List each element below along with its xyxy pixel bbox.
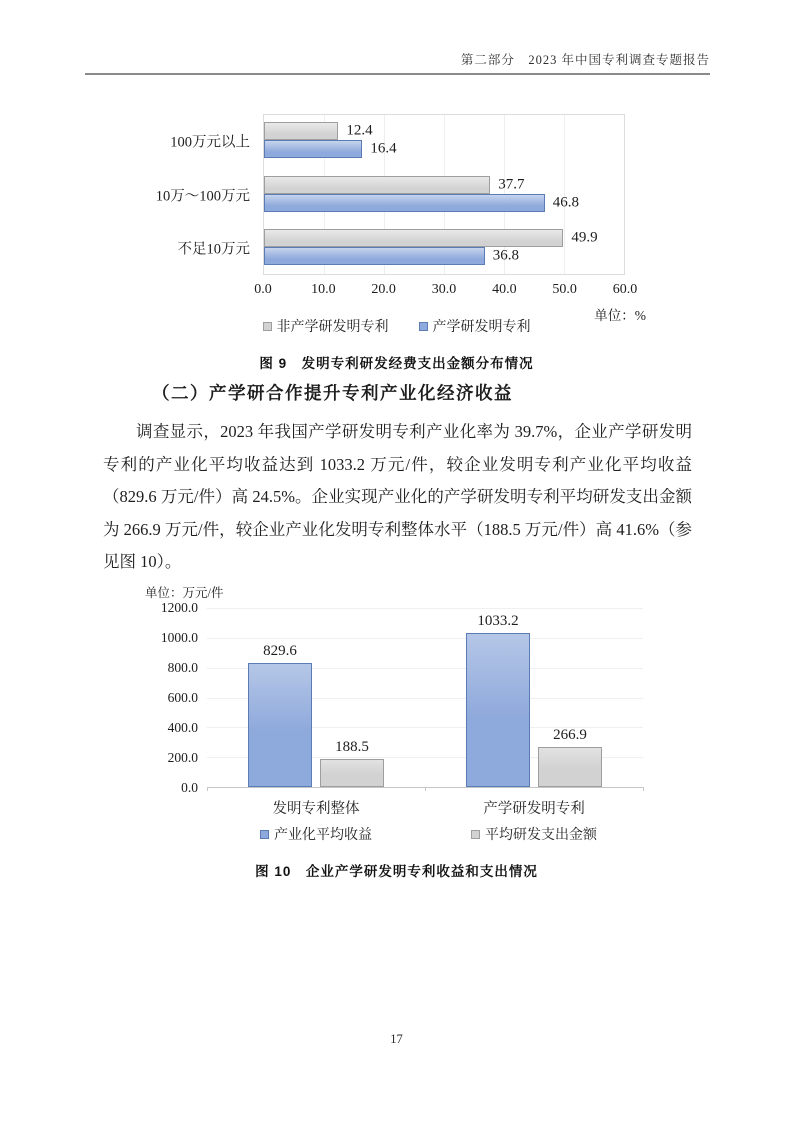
bar bbox=[264, 194, 580, 212]
x-axis-tick-label: 50.0 bbox=[552, 282, 577, 297]
x-axis-tick-label: 0.0 bbox=[254, 282, 272, 297]
header-divider bbox=[85, 73, 710, 75]
bar-value-label: 46.8 bbox=[552, 194, 580, 211]
bar-value-label: 266.9 bbox=[553, 727, 587, 744]
bar-value-label: 829.6 bbox=[263, 643, 297, 660]
x-axis-tick-label: 40.0 bbox=[492, 282, 517, 297]
figure-10-category-axis bbox=[207, 797, 643, 818]
legend-swatch bbox=[263, 322, 272, 331]
axis-tick bbox=[207, 787, 208, 791]
bar-group bbox=[207, 608, 425, 787]
y-axis-tick-label: 600.0 bbox=[167, 690, 198, 705]
figure-10-caption: 图 10 企业产学研发明专利收益和支出情况 bbox=[255, 864, 538, 879]
y-axis-tick-label: 1200.0 bbox=[160, 600, 198, 615]
y-axis-tick-label: 1000.0 bbox=[160, 630, 198, 645]
legend-label: 产学研发明专利 bbox=[432, 320, 531, 335]
legend-swatch bbox=[471, 830, 480, 839]
bar-group bbox=[264, 122, 624, 158]
bar bbox=[264, 140, 397, 158]
body-paragraph: 调查显示，2023 年我国产学研发明专利产业化率为 39.7%，企业产学研发明专利的产业化平均收益达到 1033.2 万元/件，较企业发明专利产业化平均收益（829.6 万元/件）高 24.5%。企业实现产业化的产学研发明专利平均研发支出金额为 266.9 万元/件，较企业产业化发明专利整体水平（188.5 万元/件）高 41.6%（参见图 10）。 bbox=[103, 422, 692, 571]
bar bbox=[264, 176, 525, 194]
x-axis-tick-label: 30.0 bbox=[431, 282, 457, 297]
category-label: 不足10万元 bbox=[177, 241, 250, 258]
figure-10 bbox=[0, 583, 793, 883]
legend-half bbox=[207, 824, 425, 844]
figure-9-x-axis bbox=[254, 282, 638, 300]
legend-label: 产业化平均收益 bbox=[274, 828, 372, 843]
bar-value-label: 12.4 bbox=[346, 122, 373, 139]
figure-9-category-axis bbox=[0, 114, 256, 275]
bar-value-label: 188.5 bbox=[335, 738, 369, 755]
x-axis-tick-label: 10.0 bbox=[311, 282, 336, 297]
bar bbox=[466, 612, 530, 787]
y-axis-tick-label: 200.0 bbox=[167, 750, 198, 765]
y-axis-tick-label: 800.0 bbox=[167, 660, 198, 675]
bar-value-label: 1033.2 bbox=[477, 612, 519, 629]
figure-9 bbox=[0, 106, 793, 376]
bar bbox=[264, 229, 598, 247]
bar-value-label: 37.7 bbox=[498, 176, 525, 193]
bar bbox=[264, 247, 520, 265]
figure-9-unit-label: 单位：% bbox=[594, 308, 646, 323]
bar bbox=[320, 738, 384, 787]
section-heading: （二）产学研合作提升专利产业化经济收益 bbox=[152, 383, 513, 403]
category-label: 10万～100万元 bbox=[155, 188, 250, 204]
legend-swatch bbox=[260, 830, 269, 839]
bar-group bbox=[425, 608, 643, 787]
figure-10-plot-area bbox=[207, 608, 643, 788]
x-axis-tick-label: 60.0 bbox=[612, 282, 638, 297]
legend-label: 平均研发支出金额 bbox=[485, 828, 597, 843]
legend-half bbox=[425, 824, 643, 844]
bar-group bbox=[264, 176, 624, 212]
bar bbox=[264, 122, 373, 140]
bar-value-label: 49.9 bbox=[571, 229, 598, 246]
page-number: 17 bbox=[390, 1032, 403, 1046]
legend-label: 非产学研发明专利 bbox=[276, 320, 389, 335]
legend-swatch bbox=[419, 322, 428, 331]
figure-10-y-axis bbox=[0, 600, 198, 795]
category-label: 100万元以上 bbox=[170, 134, 250, 151]
category-label: 产学研发明专利 bbox=[483, 801, 585, 817]
legend-item bbox=[471, 824, 597, 844]
figure-10-legend bbox=[207, 824, 643, 844]
bar-value-label: 36.8 bbox=[492, 247, 520, 264]
figure-9-caption: 图 9 发明专利研发经费支出金额分布情况 bbox=[259, 356, 534, 371]
axis-tick bbox=[425, 787, 426, 791]
x-axis-tick-label: 20.0 bbox=[371, 282, 396, 297]
bar-value-label: 16.4 bbox=[370, 140, 397, 157]
legend-item bbox=[263, 316, 389, 336]
bar bbox=[248, 643, 312, 787]
figure-9-legend bbox=[0, 316, 793, 336]
figure-9-plot-area bbox=[263, 114, 625, 275]
y-axis-tick-label: 400.0 bbox=[167, 720, 198, 735]
figure-10-unit-label: 单位：万元/件 bbox=[145, 586, 224, 600]
legend-item bbox=[260, 824, 372, 844]
page-header-title: 第二部分 2023 年中国专利调查专题报告 bbox=[460, 53, 710, 67]
axis-tick bbox=[643, 787, 644, 791]
y-axis-tick-label: 0.0 bbox=[181, 780, 198, 795]
category-label: 发明专利整体 bbox=[272, 801, 360, 817]
bar bbox=[538, 727, 602, 787]
legend-item bbox=[419, 316, 531, 336]
bar-group bbox=[264, 229, 624, 265]
